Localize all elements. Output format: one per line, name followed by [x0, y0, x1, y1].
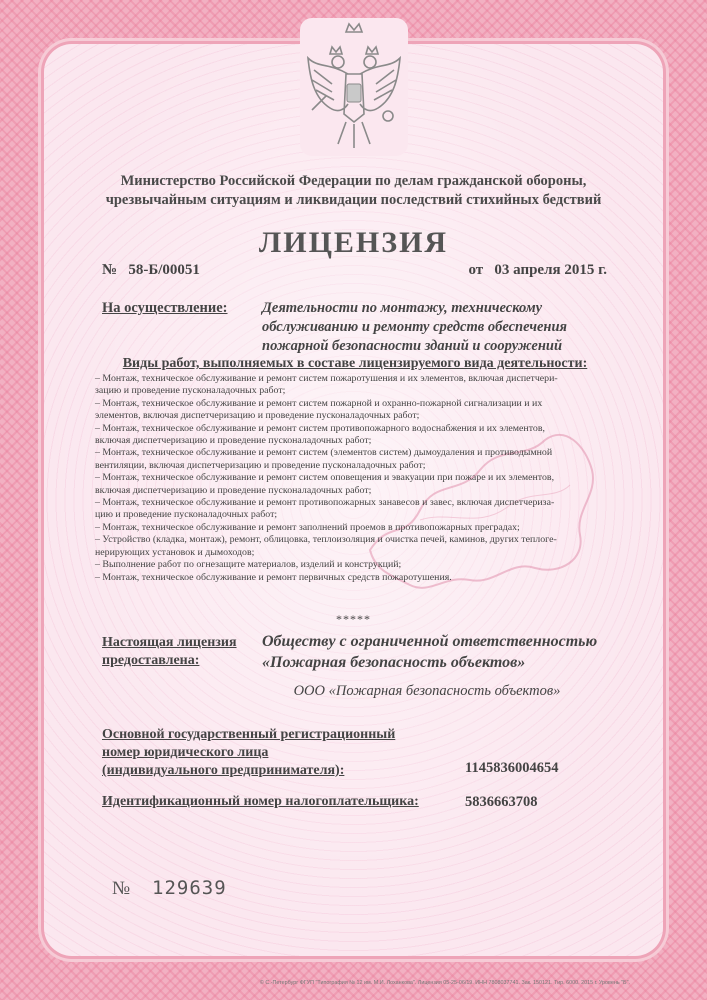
serial-number: 129639 — [152, 877, 227, 899]
inn-value: 5836663708 — [465, 794, 538, 810]
works-line: – Монтаж, техническое обслуживание и ремонт первичных средств пожаротушения. — [95, 571, 452, 583]
works-line: цию и проведение пусконаладочных работ; — [95, 509, 278, 521]
works-line: элементов, включая диспетчеризацию и проведение пусконаладочных работ; — [95, 410, 420, 422]
emblem-area — [300, 18, 408, 156]
works-line: – Монтаж, техническое обслуживание и ремонт противопожарных занавесов и завес, включая диспетчериза- — [95, 497, 555, 509]
ogrn-label-line-1: Основной государственный регистрационный — [102, 727, 396, 742]
date-prefix: от — [468, 262, 484, 278]
license-number: 58-Б/00051 — [128, 262, 200, 278]
works-line: нерирующих установок и дымоходов; — [95, 546, 255, 558]
activity-line-1: Деятельности по монтажу, техническому — [262, 300, 543, 316]
activity-line-3: пожарной безопасности зданий и сооружений — [262, 338, 563, 354]
licensee-short-name: ООО «Пожарная безопасность объектов» — [293, 683, 561, 699]
works-line: – Монтаж, техническое обслуживание и ремонт систем (элементов систем) дымоудаления и противодымной — [95, 447, 553, 459]
activity-label: На осуществление: — [102, 300, 228, 316]
works-heading: Виды работ, выполняемых в составе лицензируемого вида деятельности: — [122, 356, 588, 371]
works-list — [95, 373, 617, 584]
works-line: – Устройство (кладка, монтаж), ремонт, облицовка, теплоизоляция и очистка печей, каминов, других теплоге- — [95, 534, 557, 546]
printer-imprint: © С.-Петербург ФГУП "Типография № 12 им. М.И. Лоханкова". Лицензия 05-25-06/19. ИНН 7808037741. Зак. 150121. Тир. 6000. 2015 г. Уровень "Б". — [259, 980, 630, 986]
inn-label: Идентификационный номер налогоплательщика: — [102, 794, 419, 809]
works-line: – Монтаж, техническое обслуживание и ремонт систем противопожарного водоснабжения и их элементов, — [95, 422, 545, 434]
granted-label-line-2: предоставлена: — [102, 653, 200, 668]
ministry-line-2: чрезвычайным ситуациям и ликвидации последствий стихийных бедствий — [105, 192, 602, 208]
licensee-line-2: «Пожарная безопасность объектов» — [262, 654, 526, 671]
ogrn-label — [102, 726, 422, 780]
license-number-line — [102, 262, 607, 279]
ministry-name — [90, 172, 617, 210]
license-date: 03 апреля 2015 г. — [494, 262, 607, 278]
works-line: – Монтаж, техническое обслуживание и ремонт заполнений проемов в противопожарных преградах; — [95, 521, 520, 533]
activity-line-2: обслуживанию и ремонту средств обеспечения — [262, 319, 567, 335]
ogrn-value: 1145836004654 — [465, 760, 559, 776]
number-sign: № — [102, 262, 118, 278]
serial-number-sign: № — [112, 878, 131, 899]
works-line: – Монтаж, техническое обслуживание и ремонт систем оповещения и эвакуации при пожаре и их элементов, — [95, 472, 555, 484]
works-line: – Монтаж, техническое обслуживание и ремонт систем пожаротушения и их элементов, включая диспетчери- — [95, 373, 558, 384]
license-date-group — [468, 262, 607, 279]
ogrn-label-line-2: номер юридического лица — [102, 745, 269, 760]
licensee-line-1: Обществу с ограниченной ответственностью — [262, 633, 598, 650]
works-line: – Выполнение работ по огнезащите материалов, изделий и конструкций; — [95, 559, 402, 571]
ministry-line-1: Министерство Российской Федерации по делам гражданской обороны, — [120, 173, 587, 189]
granted-label-line-1: Настоящая лицензия — [102, 635, 237, 650]
section-separator: ***** — [336, 612, 371, 626]
works-line: включая диспетчеризацию и проведение пусконаладочных работ; — [95, 484, 372, 496]
licensee-name — [262, 631, 622, 673]
works-line: зацию и проведение пусконаладочных работ; — [95, 385, 286, 397]
works-line: – Монтаж, техническое обслуживание и ремонт систем пожарной и охранно-пожарной сигнализации и их — [95, 397, 543, 409]
works-line: включая диспетчеризацию и проведение пусконаладочных работ; — [95, 435, 372, 447]
activity-value — [262, 299, 607, 356]
ogrn-label-line-3: (индивидуального предпринимателя): — [102, 763, 345, 778]
coat-of-arms-icon — [300, 18, 408, 156]
works-line: вентиляции, включая диспетчеризацию и проведение пусконаладочных работ; — [95, 459, 426, 471]
granted-label — [102, 634, 252, 670]
document-title: ЛИЦЕНЗИЯ — [258, 226, 449, 259]
